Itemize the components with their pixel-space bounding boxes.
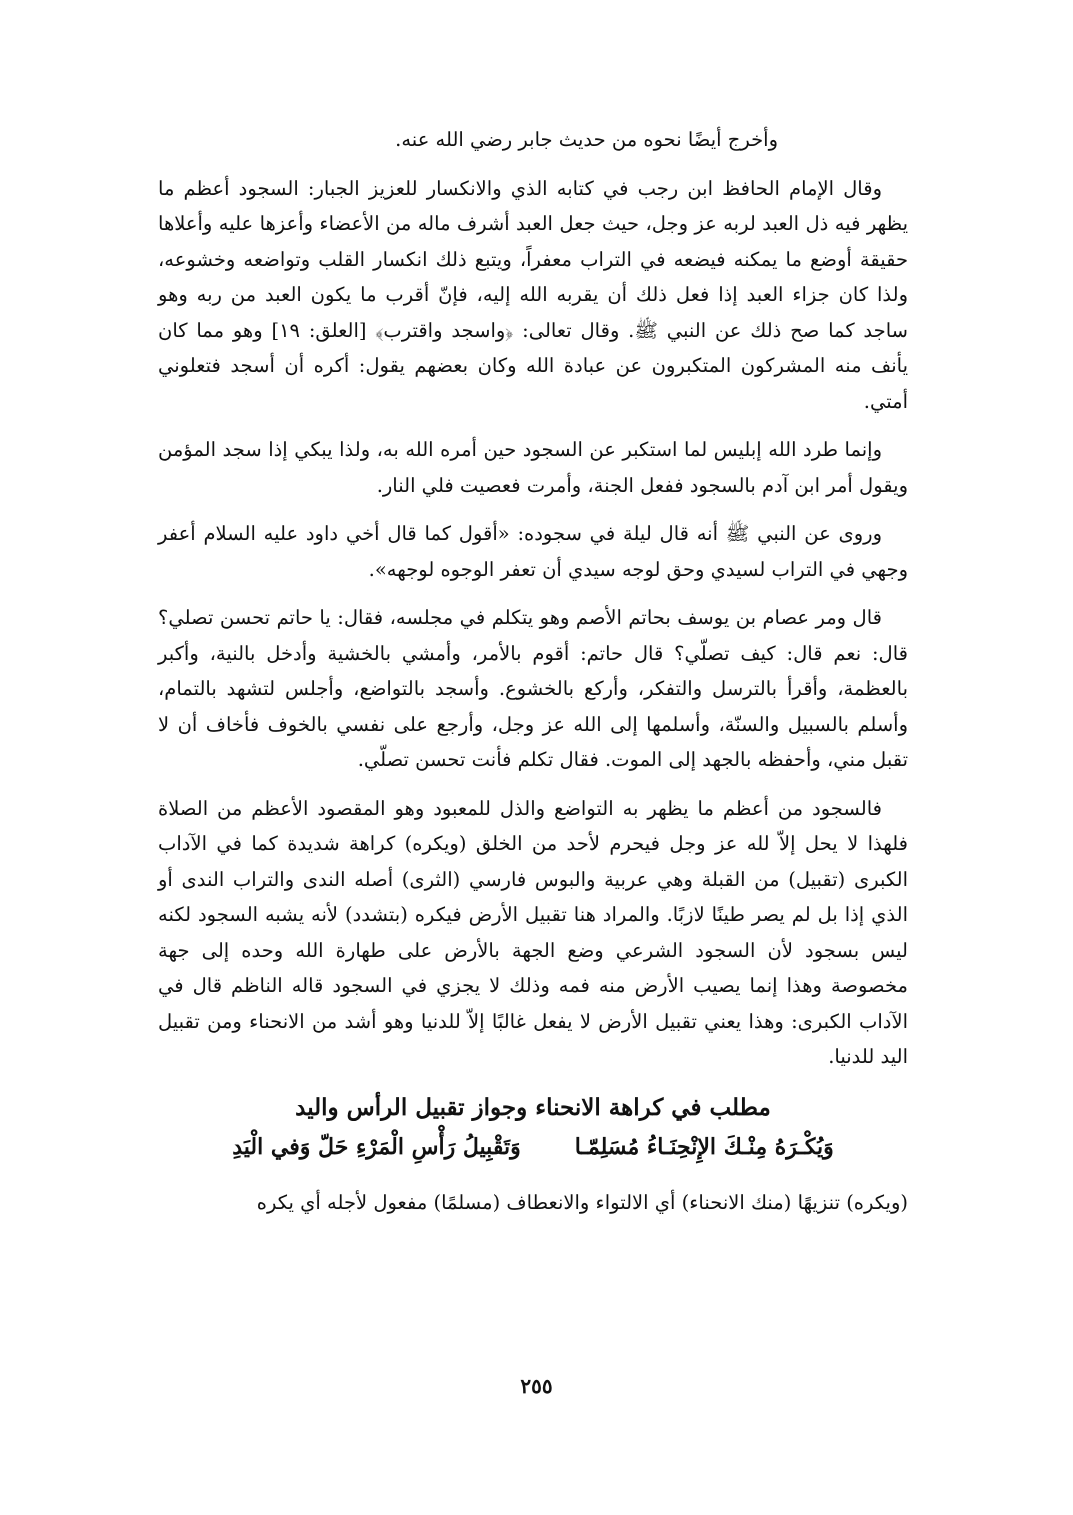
poem-verse bbox=[158, 1127, 908, 1167]
verse-first-hemistich: وَيُكْـرَهُ مِنْـكَ الإِنْحِنَـاءُ مُسَلِمّـا bbox=[574, 1133, 834, 1160]
paragraph-2: وقال الإمام الحافظ ابن رجب في كتابه الذي والانكسار للعزيز الجبار: السجود أعظم ما يظهر فيه ذل العبد لربه عز وجل، حيث جعل العبد أشرف ماله من الأعضاء وأعزها عليه وأعلاها حقيقة أوضع ما يمكنه فيضعه في التراب معفراً، ويتبع ذلك انكسار القلب وتواضعه وخشوعه، ولذا كان جزاء العبد إذا فعل ذلك أن يقربه الله إليه، فإنّ أقرب ما يكون العبد من ربه وهو ساجد كما صح ذلك عن النبي ﷺ. وقال تعالى: ﴿واسجد واقترب﴾ [العلق: ١٩] وهو مما كان يأنف منه المشركون المتكبرون عن عبادة الله وكان بعضهم يقول: أكره أن أسجد فتعلوني أمتي. bbox=[158, 176, 908, 413]
page-number: ٢٥٥ bbox=[520, 1374, 553, 1398]
page-body bbox=[158, 122, 908, 1220]
paragraph-6: فالسجود من أعظم ما يظهر به التواضع والذل للمعبود وهو المقصود الأعظم من الصلاة فلهذا لا يحل إلاّ لله عز وجل فيحرم لأحد من الخلق (ويكره) كراهة شديدة كما في الآداب الكبرى (تقبيل) من القبلة وهي عربية والبوس فارسي (الثرى) أصله الندى والتراب الندى أو الذي إذا بل لم يصر طينًا لازبًا. والمراد هنا تقبيل الأرض فيكره (بتشدد) لأنه يشبه السجود لكنه ليس بسجود لأن السجود الشرعي وضع الجهة بالأرض على طهارة الله وحده إلى جهة مخصوصة وهذا إنما يصيب الأرض منه فمه وذلك لا يجزي في السجود قاله الناظم قال في الآداب الكبرى: وهذا يعني تقبيل الأرض لا يفعل غالبًا إلاّ للدنيا وهو أشد من الانحناء ومن تقبيل اليد للدنيا. bbox=[158, 796, 908, 1068]
section-heading: مطلب في كراهة الانحناء وجواز تقبيل الرأس واليد bbox=[295, 1093, 771, 1121]
paragraph-5: قال ومر عصام بن يوسف بحاتم الأصم وهو يتكلم في مجلسه، فقال: يا حاتم تحسن تصلي؟ قال: نعم قال: كيف تصلّي؟ قال حاتم: أقوم بالأمر، وأمشي بالخشية وأدخل بالنية، وأكبر بالعظمة، وأقرأ بالترسل والتفكر، وأركع بالخشوع. وأسجد بالتواضع، وأجلس لتشهد بالتمام، وأسلم بالسبيل والسنّة، وأسلمها إلى الله عز وجل، وأرجع على نفسي بالخوف فأخاف أن لا تقبل مني، وأحفظه بالجهد إلى الموت. فقال تكلم فأنت تحسن تصلّي. bbox=[158, 606, 908, 771]
paragraph-3: وإنما طرد الله إبليس لما استكبر عن السجود حين أمره الله به، ولذا يبكي إذا سجد المؤمن ويقول أمر ابن آدم بالسجود ففعل الجنة، وأمرت فعصيت فلي النار. bbox=[158, 438, 908, 497]
verse-commentary: (ويكره) تنزيهًا (منك الانحناء) أي الالتواء والانعطاف (مسلمًا) مفعول لأجله أي يكره bbox=[256, 1190, 908, 1214]
verse-second-hemistich: وَتَقْبِيلُ رَأْسِ الْمَرْءِ حَلّ وَفي الْيَدِ bbox=[232, 1133, 521, 1160]
paragraph-1: وأخرج أيضًا نحوه من حديث جابر رضي الله عنه. bbox=[395, 128, 778, 151]
paragraph-4: وروى عن النبي ﷺ أنه قال ليلة في سجوده: «أقول كما قال أخي داود عليه السلام أعفر وجهي في التراب لسيدي وحق لوجه سيدي أن تعفر الوجوه لوجهه». bbox=[158, 522, 908, 581]
